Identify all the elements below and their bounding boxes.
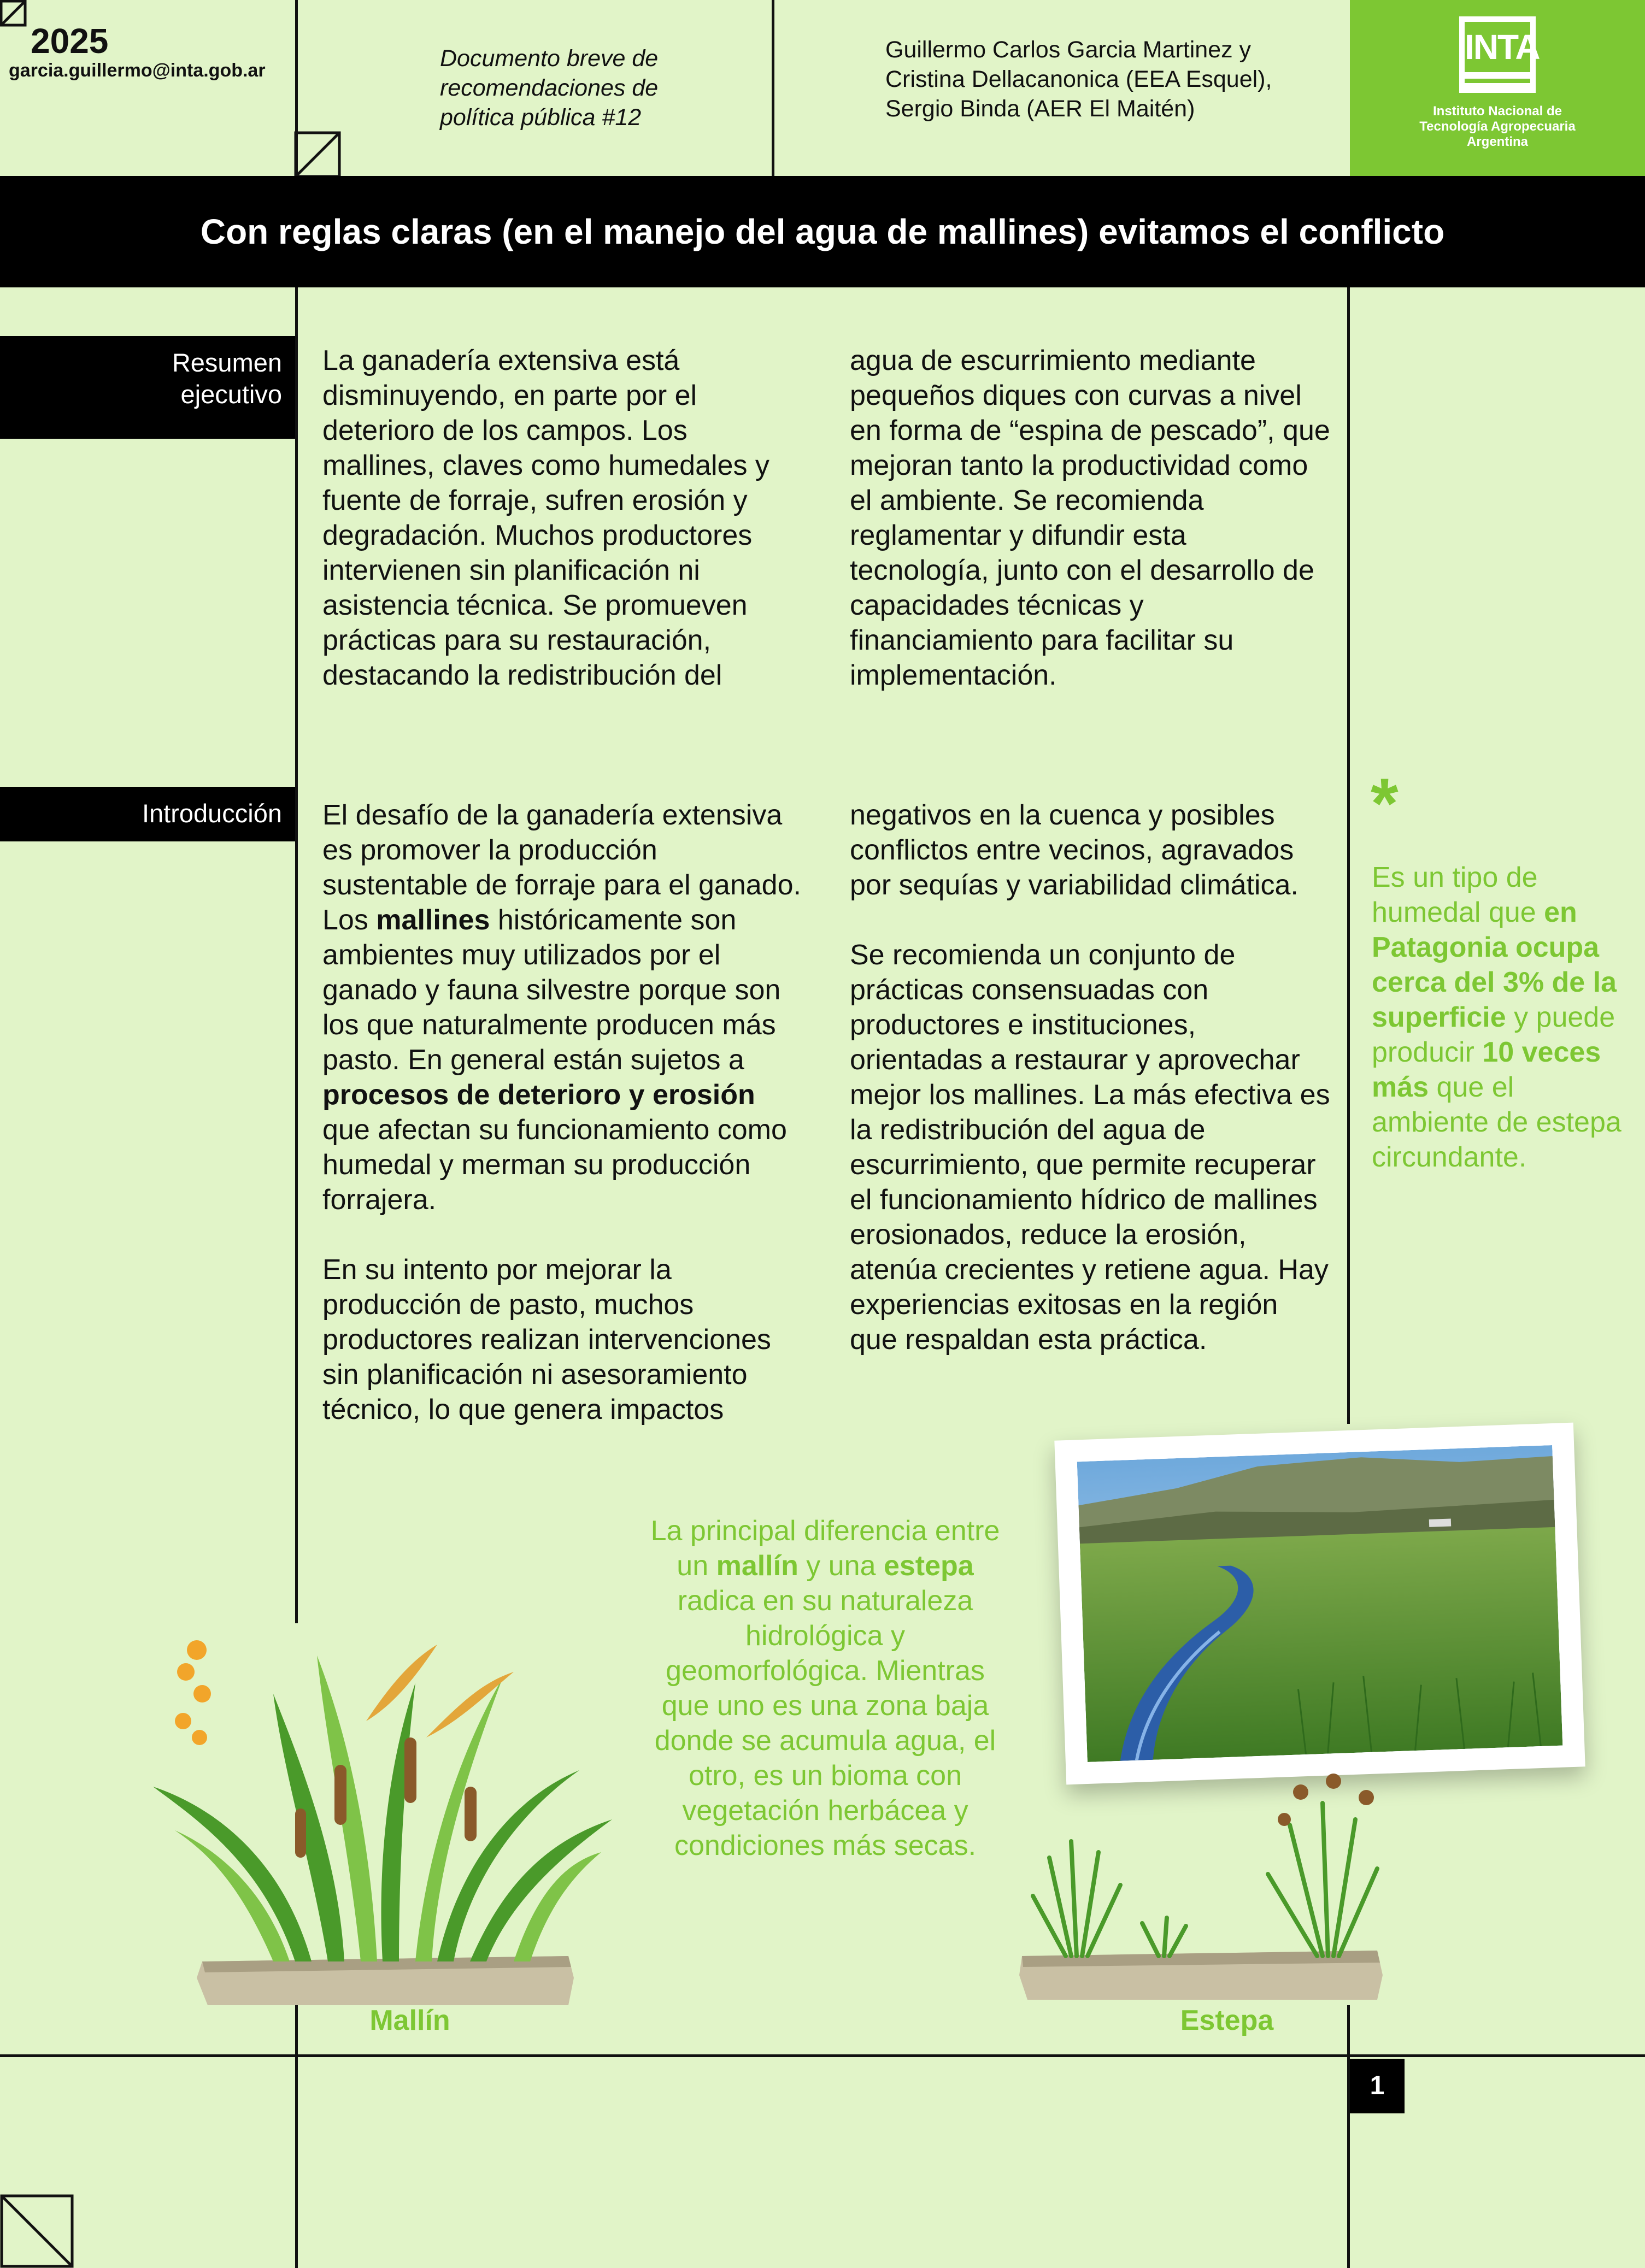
label-mallin: Mallín [369, 2005, 450, 2036]
text-run-bold: mallines [376, 904, 490, 936]
text-run: que afectan su funcionamiento como humedal y merman su producción forrajera. [322, 1114, 787, 1216]
grid-line [1347, 287, 1350, 1424]
resumen-column-2: agua de escurrimiento mediante pequeños diques con curvas a nivel en forma de “espina de pescado”, que mejoran tanto la productividad como el ambiente. Se recomienda reglamentar y difundir esta tecnología, junto con el desarrollo de capacidades técnicas y financiamiento para facilitar su implementación. [850, 345, 1330, 691]
grid-line [295, 287, 298, 1623]
corner-mark-icon [0, 0, 27, 27]
section-label-introduccion: Introducción [0, 787, 295, 841]
grid-line [295, 2000, 298, 2268]
document-title: Con reglas claras (en el manejo del agua de mallines) evitamos el conflicto [0, 176, 1645, 287]
label-estepa: Estepa [1180, 2005, 1274, 2036]
text-run: que el ambiente de estepa circundante. [1372, 1071, 1622, 1173]
text-run-bold: mallín [716, 1550, 798, 1582]
text-run-bold: procesos de deterioro y erosión [322, 1079, 755, 1111]
text-run-bold: en Patagonia ocupa cerca del 3% de la superficie [1372, 897, 1617, 1033]
intro-paragraph [322, 798, 803, 1217]
landscape-photo [1077, 1445, 1563, 1762]
text-run: radica en su naturaleza hidrológica y geomorfológica. Mientras que uno es una zona baja donde se acumula agua, el otro, es un bioma con vegetación herbácea y condiciones más secas. [654, 1585, 996, 1861]
year: 2025 [31, 21, 109, 61]
institution-line: Instituto Nacional de [1432, 104, 1562, 119]
section-label-line: ejecutivo [180, 380, 282, 409]
authors: Guillermo Carlos Garcia Martinez y Cristina Dellacanonica (EEA Esquel), Sergio Binda (AER El Maitén) [885, 37, 1272, 122]
section-label-resumen [0, 336, 295, 439]
section-label-line: Resumen [172, 348, 282, 377]
grid-line [772, 0, 774, 176]
document-type: Documento breve de recomendaciones de política pública #12 [440, 45, 659, 131]
text-run: El desafío de la ganadería extensiva es promover la producción sustentable de forraje para el ganado. Los [322, 799, 801, 936]
mallin-illustration [131, 1557, 634, 2005]
institution-line: Tecnología Agropecuaria [1419, 119, 1576, 134]
logo-mark-underline [1465, 79, 1530, 83]
text-run: y una [798, 1550, 884, 1582]
asterisk-icon: * [1371, 763, 1399, 843]
grid-line [0, 2054, 1645, 2057]
estepa-illustration [1017, 1759, 1388, 2000]
intro-column-1 [322, 798, 803, 1462]
mallin-photo [1054, 1423, 1585, 1785]
comparison-text [645, 1513, 1006, 1863]
intro-paragraph: negativos en la cuenca y posibles conflictos entre vecinos, agravados por sequías y variabilidad climática. [850, 799, 1299, 901]
institution-name [1350, 104, 1645, 150]
inta-logo [1459, 16, 1540, 93]
side-note [1372, 860, 1629, 1175]
text-run-bold: estepa [883, 1550, 974, 1582]
corner-mark-icon [294, 131, 341, 178]
resumen-column-1: La ganadería extensiva está disminuyendo, en parte por el deterioro de los campos. Los mallines, claves como humedales y fuente de forraje, sufren erosión y degradación. Muchos productores intervienen sin planificación ni asistencia técnica. Se promueven prácticas para su restauración, destacando la redistribución del [322, 345, 769, 691]
text-run: La principal diferencia entre un [650, 1515, 1000, 1582]
photo-image [1077, 1445, 1563, 1762]
corner-mark-icon [0, 2194, 74, 2268]
text-run: Es un tipo de humedal que [1372, 862, 1544, 928]
text-run: históricamente son ambientes muy utilizados por el ganado y fauna silvestre porque son los que naturalmente producen más pasto. En general están sujetos a [322, 904, 781, 1076]
text-run-bold: 10 veces más [1372, 1036, 1601, 1103]
intro-paragraph: Se recomienda un conjunto de prácticas consensuadas con productores e instituciones, orientadas a restaurar y aprovechar mejor los mallines. La más efectiva es la redistribución del agua de escurrimiento, que permite recuperar el funcionamiento hídrico de mallines erosionados, reduce la erosión, atenúa crecientes y retiene agua. Hay experiencias exitosas en la región que respaldan esta práctica. [850, 939, 1330, 1356]
institution-line: Argentina [1466, 134, 1528, 149]
intro-column-2 [850, 798, 1331, 1392]
author-email: garcia.guillermo@inta.gob.ar [9, 60, 266, 81]
intro-paragraph: En su intento por mejorar la producción de pasto, muchos productores realizan intervenciones sin planificación ni asesoramiento técnico, lo que genera impactos [322, 1254, 771, 1425]
page-number: 1 [1350, 2059, 1405, 2113]
text-run: y puede producir [1372, 1002, 1615, 1068]
grid-line [1347, 2005, 1350, 2268]
logo-mark-text: INTA [1465, 22, 1530, 72]
